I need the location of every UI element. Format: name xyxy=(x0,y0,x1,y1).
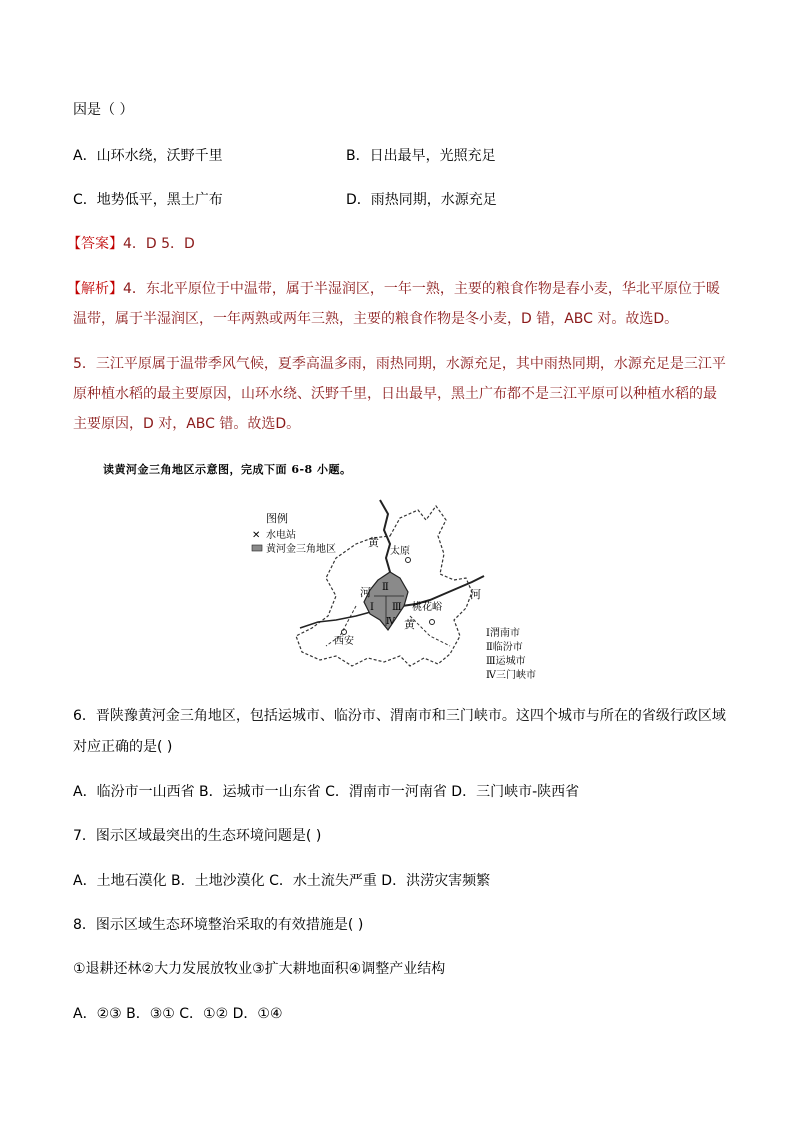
q6-stem-line1: 6．晋陕豫黄河金三角地区，包括运城市、临汾市、渭南市和三门峡市。这四个城市与所在的省级行政区域 xyxy=(73,708,726,724)
zone-label-1: Ⅰ xyxy=(370,602,374,613)
q5-option-b: B．日出最早，光照充足 xyxy=(346,148,496,164)
city-taohuayu: 桃花峪 xyxy=(412,602,442,613)
answer-tag: 【答案】 xyxy=(67,236,123,252)
river-label-he-right: 河 xyxy=(470,588,481,601)
legend-hydro-label: 水电站 xyxy=(266,530,296,541)
map-intro: 读黄河金三角地区示意图，完成下面 6-8 小题。 xyxy=(103,463,352,476)
river-label-he-left: 河 xyxy=(360,586,371,599)
analysis-p4-line1 xyxy=(67,279,720,299)
q8-stem: 8．图示区域生态环境整治采取的有效措施是( ) xyxy=(73,917,364,933)
q5-option-c: C．地势低平，黑土广布 xyxy=(73,192,223,208)
key-yuncheng: Ⅲ运城市 xyxy=(486,656,526,667)
analysis-tag: 【解析】 xyxy=(67,281,123,297)
zone-label-2: Ⅱ xyxy=(382,582,389,593)
key-linfen: Ⅱ临汾市 xyxy=(486,642,523,653)
legend-region-swatch xyxy=(252,545,262,551)
q6-stem-line2: 对应正确的是( ) xyxy=(73,739,173,755)
q6-options: A．临汾市一山西省 B．运城市一山东省 C．渭南市一河南省 D．三门峡市-陕西省 xyxy=(73,784,580,800)
analysis-p4-text: 4．东北平原位于中温带，属于半湿润区，一年一熟，主要的粮食作物是春小麦，华北平原位于暖 xyxy=(123,281,720,297)
zone-label-4: Ⅳ xyxy=(386,617,395,627)
city-xian: 西安 xyxy=(334,636,354,647)
analysis-p4-line2: 温带，属于半湿润区，一年两熟或两年三熟，主要的粮食作物是冬小麦，D 错，ABC 对。故选D。 xyxy=(73,311,679,327)
q7-stem: 7．图示区域最突出的生态环境问题是( ) xyxy=(73,828,322,844)
q7-options: A．土地石漠化 B．土地沙漠化 C．水土流失严重 D．洪涝灾害频繁 xyxy=(73,873,491,889)
legend-region-label: 黄河金三角地区 xyxy=(266,544,336,555)
city-taiyuan: 太原 xyxy=(390,546,410,557)
key-weinan: Ⅰ渭南市 xyxy=(486,628,520,639)
analysis-p5-line1: 5．三江平原属于温带季风气候，夏季高温多雨，雨热同期，水源充足，其中雨热同期，水源充足是三江平 xyxy=(73,356,726,372)
q5-stem-tail: 因是（ ） xyxy=(73,102,134,118)
river-label-huang-top: 黄 xyxy=(368,536,379,549)
yellow-river-map xyxy=(240,496,560,682)
q5-option-a: A．山环水绕，沃野千里 xyxy=(73,148,223,164)
key-sanmenxia: Ⅳ三门峡市 xyxy=(486,670,536,681)
q5-option-d: D．雨热同期，水源充足 xyxy=(346,192,497,208)
river-label-huang-bottom: 黄 xyxy=(404,618,415,631)
analysis-p5-line3: 主要原因，D 对，ABC 错。故选D。 xyxy=(73,416,301,432)
legend-title: 图例 xyxy=(266,512,288,525)
answer-text: 4．D 5．D xyxy=(123,236,195,252)
answer-line xyxy=(67,234,195,254)
city-xian-marker xyxy=(342,630,347,635)
analysis-p5-line2: 原种植水稻的最主要原因，山环水绕、沃野千里，日出最早，黑土广布都不是三江平原可以种植水稻的最 xyxy=(73,386,717,402)
city-taohuayu-marker xyxy=(430,620,435,625)
legend-hydro-icon: ✕ xyxy=(252,530,261,541)
q8-measures: ①退耕还林②大力发展放牧业③扩大耕地面积④调整产业结构 xyxy=(73,961,446,977)
zone-label-3: Ⅲ xyxy=(392,602,402,613)
city-taiyuan-marker xyxy=(406,558,411,563)
q8-options: A．②③ B．③① C．①② D．①④ xyxy=(73,1006,283,1022)
